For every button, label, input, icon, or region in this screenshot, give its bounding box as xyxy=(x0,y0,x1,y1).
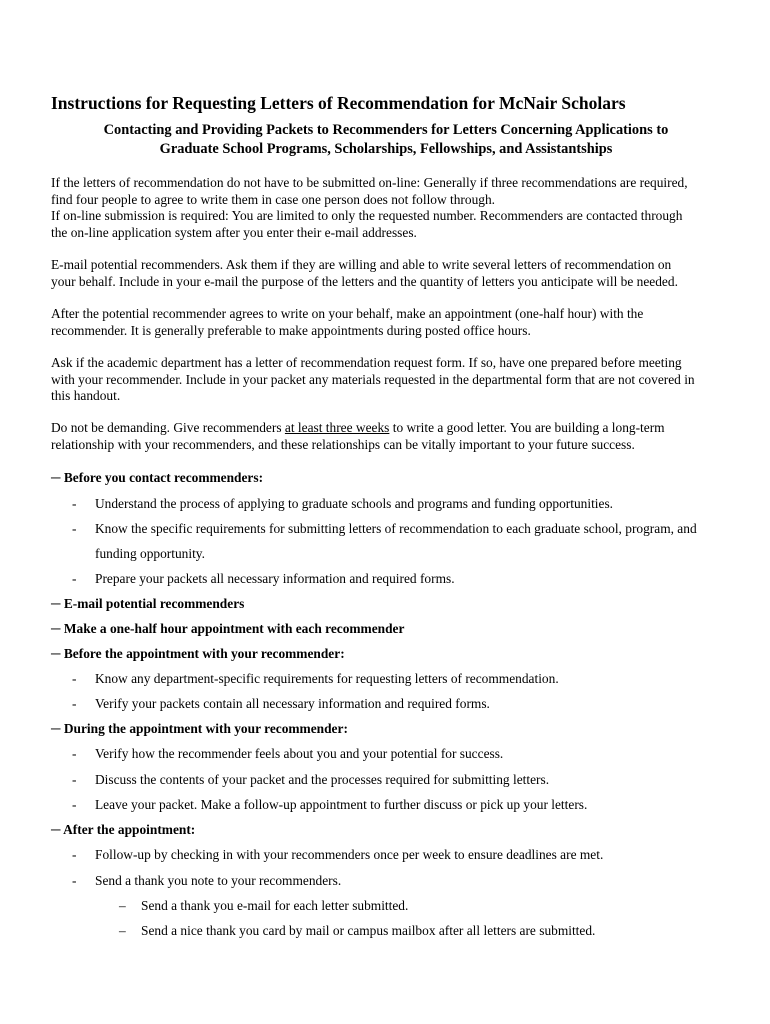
text-line: If the letters of recommendation do not have to be submitted on-line: Generally if three recommendations are required, xyxy=(51,175,688,190)
item-text: Prepare your packets all necessary information and required forms. xyxy=(95,571,455,586)
item-text: Follow-up by checking in with your recommenders once per week to ensure deadlines are met. xyxy=(95,847,604,862)
item-text: Leave your packet. Make a follow-up appointment to further discuss or pick up your letters. xyxy=(95,797,588,812)
heading-text: Make a one-half hour appointment with each recommender xyxy=(63,621,405,636)
heading-text: After the appointment: xyxy=(63,822,196,837)
text-segment: Do not be demanding. Give recommenders xyxy=(51,420,285,435)
text-line: your behalf. Include in your e-mail the purpose of the letters and the quantity of letters you anticipate will be needed. xyxy=(51,273,678,289)
heading-text: Before the appointment with your recommender: xyxy=(63,646,345,661)
text-line: with your recommender. Include in your packet any materials requested in the departmental form that are not covered in xyxy=(51,371,695,387)
document-subtitle xyxy=(51,121,721,159)
bullet-mark: - xyxy=(72,671,77,686)
sub-bullet-mark: – xyxy=(119,898,126,913)
dash-mark: ─ xyxy=(51,621,61,636)
item-text: Send a thank you e-mail for each letter submitted. xyxy=(141,898,409,913)
text-line: recommender. It is generally preferable to make appointments during posted office hours. xyxy=(51,322,531,338)
text-line: this handout. xyxy=(51,388,121,403)
text-line: relationship with your recommenders, and these relationships can be vitally important to your future success. xyxy=(51,436,635,452)
list-item xyxy=(72,521,697,537)
dash-mark: ─ xyxy=(51,470,61,485)
bullet-mark: - xyxy=(72,746,77,761)
section-heading xyxy=(51,721,348,737)
subtitle-line: Graduate School Programs, Scholarships, Fellowships, and Assistantships xyxy=(159,141,613,157)
bullet-mark: - xyxy=(72,847,77,862)
dash-mark: ─ xyxy=(51,721,61,736)
underlined-text: at least three weeks xyxy=(284,420,390,435)
sub-list-item xyxy=(119,923,595,939)
bullet-mark: - xyxy=(72,797,77,812)
section-heading xyxy=(51,646,345,662)
bullet-mark: - xyxy=(72,873,77,888)
dash-mark: ─ xyxy=(51,646,61,661)
list-item xyxy=(72,671,559,687)
text-line: Ask if the academic department has a letter of recommendation request form. If so, have one prepared before meeting xyxy=(51,355,682,370)
item-text: Send a thank you note to your recommenders. xyxy=(95,873,342,888)
bullet-mark: - xyxy=(72,772,77,787)
item-text: Send a nice thank you card by mail or campus mailbox after all letters are submitted. xyxy=(141,923,596,938)
document-title: Instructions for Requesting Letters of Recommendation for McNair Scholars xyxy=(51,93,626,113)
item-text: Verify how the recommender feels about you and your potential for success. xyxy=(95,746,504,761)
item-text: Verify your packets contain all necessary information and required forms. xyxy=(95,696,490,711)
section-heading xyxy=(51,470,263,486)
list-item xyxy=(72,797,587,813)
heading-text: Before you contact recommenders: xyxy=(63,470,264,485)
text-line: E-mail potential recommenders. Ask them if they are willing and able to write several letters of recommendation on xyxy=(51,257,672,272)
bullet-mark: - xyxy=(72,696,77,711)
paragraph-timing xyxy=(51,420,721,453)
item-text: Understand the process of applying to graduate schools and programs and funding opportunities. xyxy=(95,496,614,511)
list-item xyxy=(72,496,613,512)
text-segment: to write a good letter. You are building a long-term xyxy=(389,420,665,435)
item-text: Discuss the contents of your packet and the processes required for submitting letters. xyxy=(95,772,550,787)
sub-list-item xyxy=(119,898,408,914)
list-item xyxy=(72,847,603,863)
item-text: Know any department-specific requirements for requesting letters of recommendation. xyxy=(95,671,559,686)
bullet-mark: - xyxy=(72,571,77,586)
text-line: If on-line submission is required: You are limited to only the requested number. Recommenders are contacted through xyxy=(51,208,683,223)
section-heading xyxy=(51,822,195,838)
paragraph-appointment xyxy=(51,306,721,339)
heading-text: During the appointment with your recommender: xyxy=(63,721,348,736)
text-line xyxy=(51,420,721,437)
paragraph-email xyxy=(51,257,721,290)
text-line: find four people to agree to write them in case one person does not follow through. xyxy=(51,191,496,207)
sub-bullet-mark: – xyxy=(119,923,126,938)
bullet-mark: - xyxy=(72,521,77,536)
list-item xyxy=(72,746,503,762)
heading-text: E-mail potential recommenders xyxy=(63,596,245,611)
dash-mark: ─ xyxy=(51,822,61,837)
subtitle-line: Contacting and Providing Packets to Recommenders for Letters Concerning Applications to xyxy=(103,122,669,138)
item-text: funding opportunity. xyxy=(95,546,205,561)
text-line: After the potential recommender agrees to write on your behalf, make an appointment (one-half hour) with the xyxy=(51,306,644,321)
list-item xyxy=(72,772,549,788)
bullet-mark: - xyxy=(72,496,77,511)
list-item xyxy=(72,696,490,712)
text-line: the on-line application system after you enter their e-mail addresses. xyxy=(51,224,417,240)
dash-mark: ─ xyxy=(51,596,61,611)
list-item xyxy=(72,571,455,587)
item-text: Know the specific requirements for submitting letters of recommendation to each graduate school, program, and xyxy=(95,521,697,536)
list-item xyxy=(72,873,341,889)
list-item-continuation xyxy=(72,546,205,562)
paragraph-submission xyxy=(51,175,721,241)
section-heading xyxy=(51,621,404,637)
paragraph-department-form xyxy=(51,355,721,405)
section-heading xyxy=(51,596,244,612)
